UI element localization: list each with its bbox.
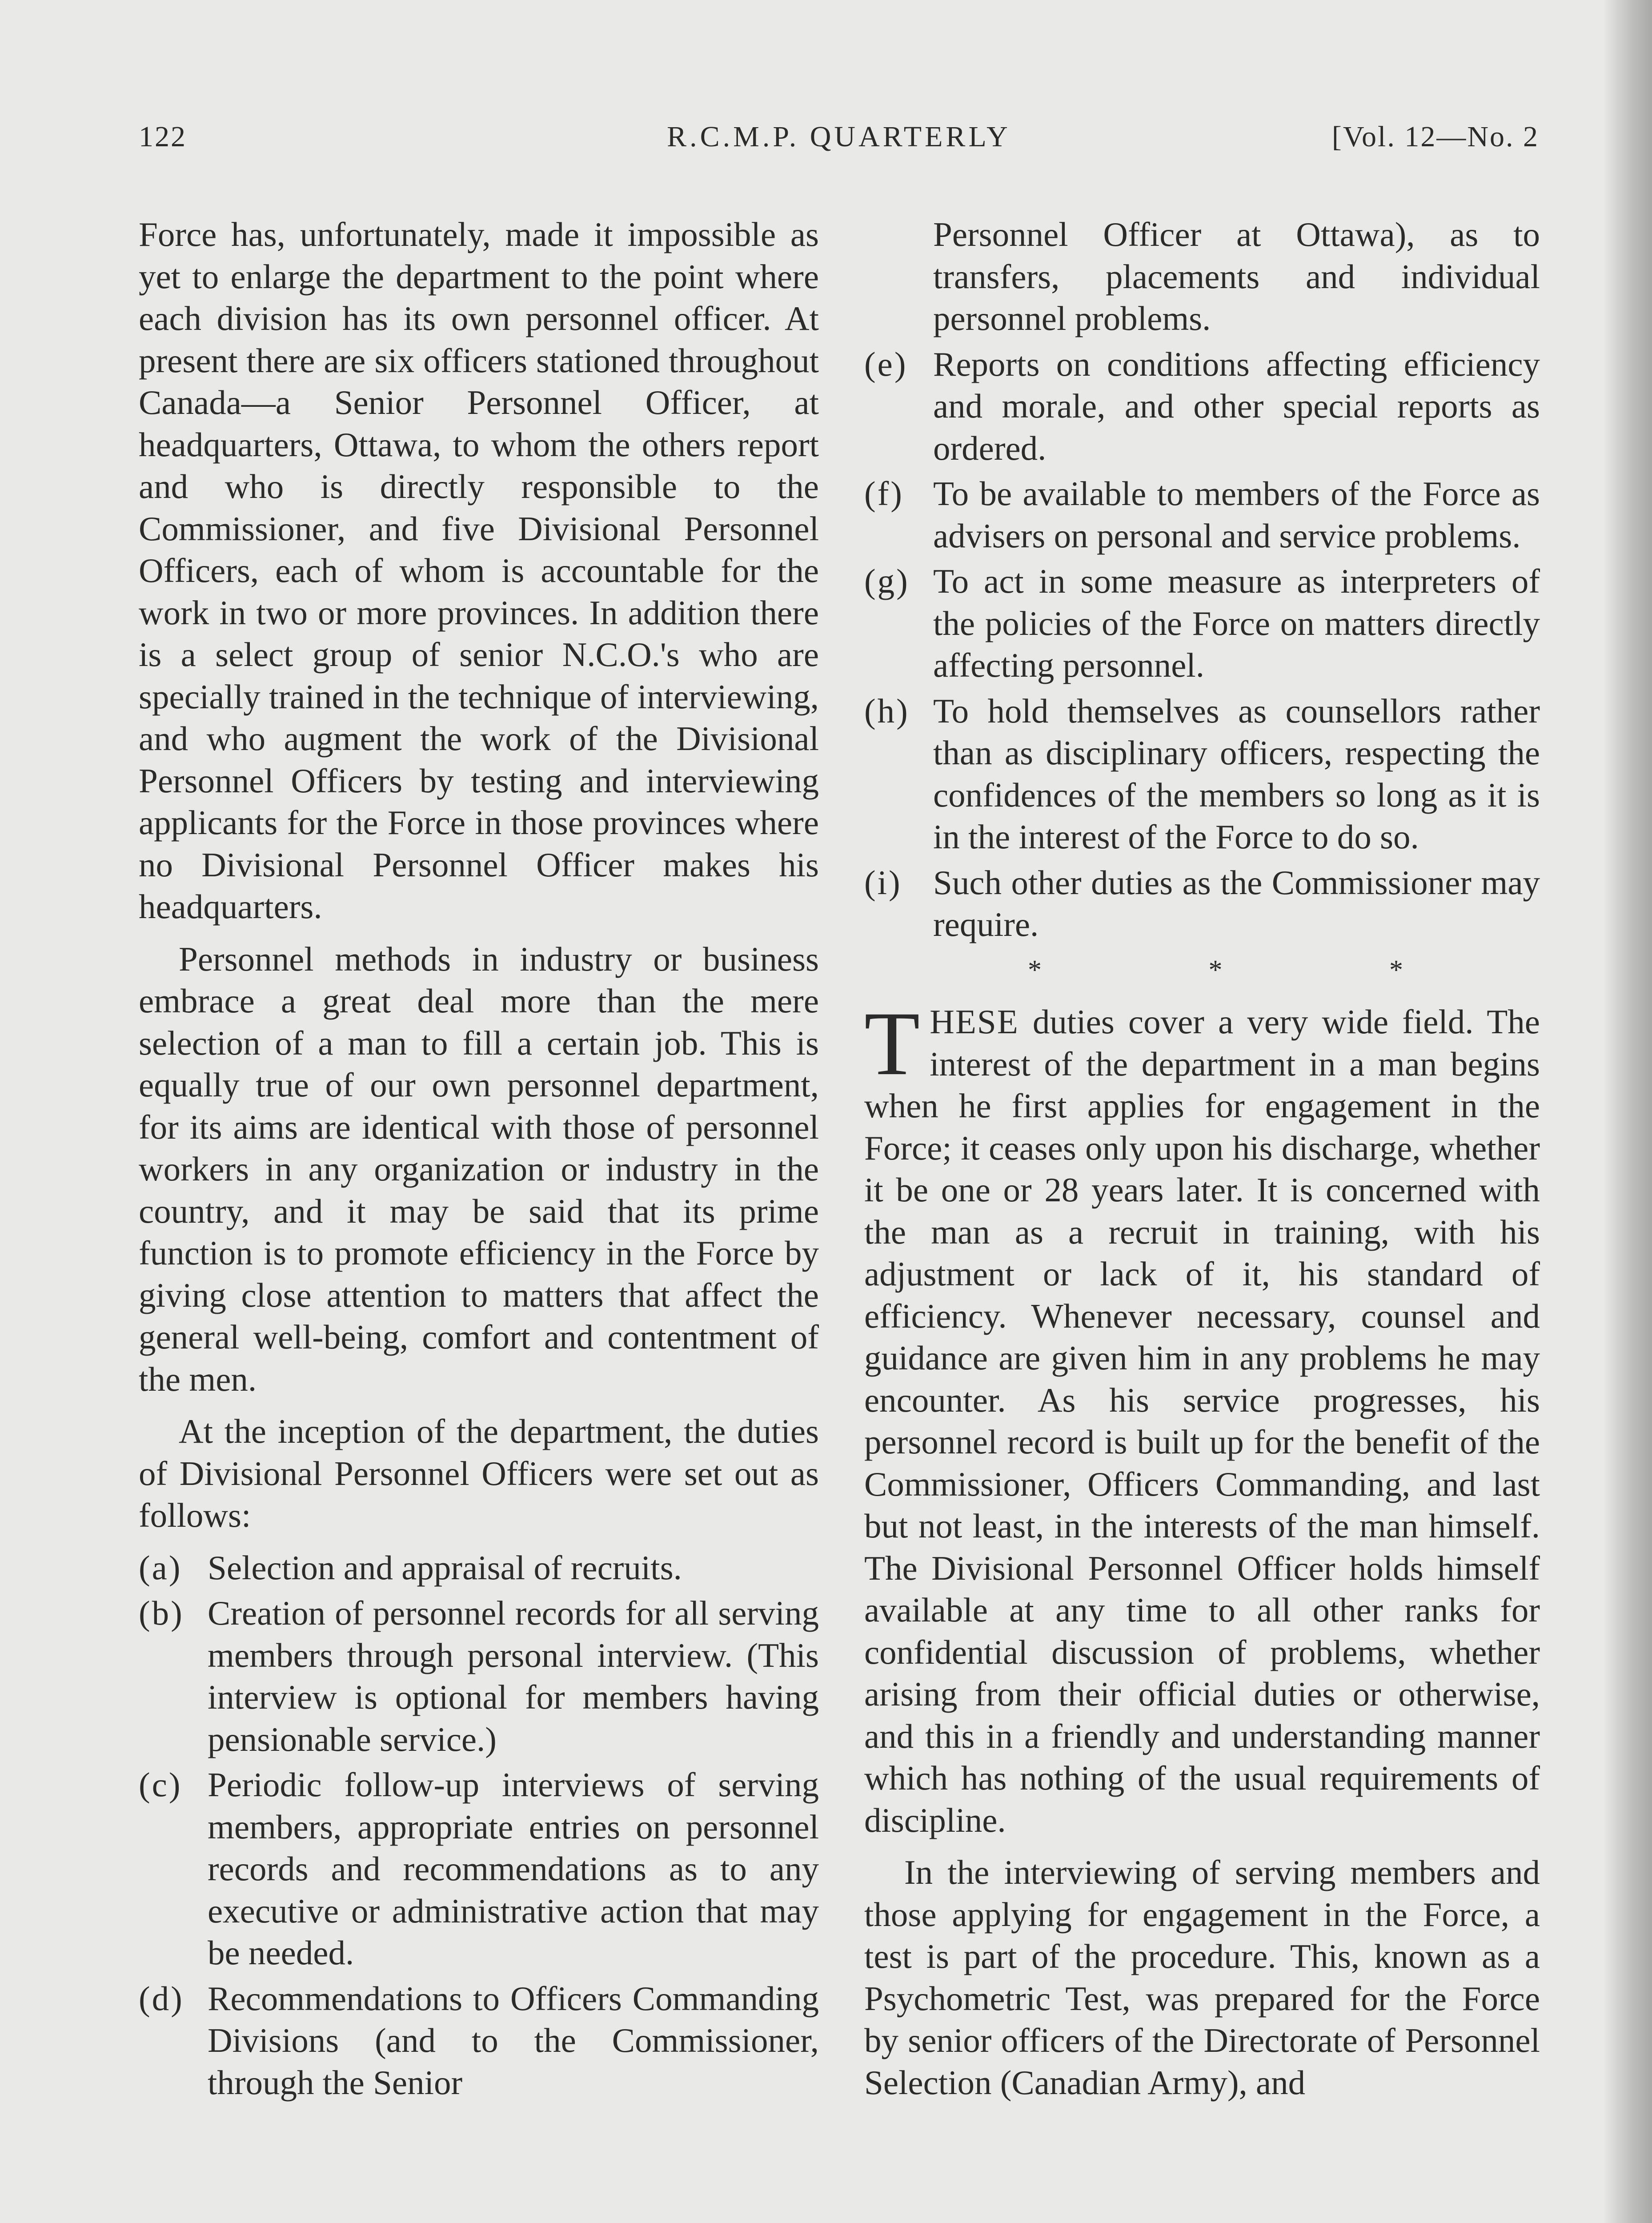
duty-text: Personnel Officer at Ottawa), as to transfers, placements and individual personnel problems. <box>933 215 1540 337</box>
page-edge-shadow <box>1603 0 1652 2223</box>
duty-label: (h) <box>864 691 910 730</box>
duty-text: Periodic follow-up interviews of serving members, appropriate entries on personnel records and recommendations as to any executive or administrative action that may be needed. <box>208 1766 819 1972</box>
left-column <box>139 213 819 2107</box>
duty-item-d <box>139 1978 819 2104</box>
duty-item-i <box>864 862 1540 946</box>
drop-cap: T <box>864 993 920 1094</box>
smallcaps-lead: HESE <box>930 1003 1019 1041</box>
paragraph-continued: Force has, unfortunately, made it impossible as yet to enlarge the department to the point where each division has its own personnel officer. At present there are six officers stationed throughout Canada—a Senior Personnel Officer, at headquarters, Ottawa, to whom the others report and who is directly responsible to the Commissioner, and five Divisional Personnel Officers, each of whom is accountable for the work in two or more provinces. In addition there is a select group of senior N.C.O.'s who are specially trained in the technique of interviewing, and who augment the work of the Divisional Personnel Officers by testing and interviewing applicants for the Force in those provinces where no Divisional Personnel Officer makes his headquarters. <box>139 215 819 926</box>
duty-item-d-continued <box>864 213 1540 340</box>
paragraph-inception: At the inception of the department, the duties of Divisional Personnel Officers were set out as follows: <box>139 1412 819 1534</box>
duty-item-g <box>864 560 1540 686</box>
duty-label: (e) <box>864 345 908 383</box>
duty-text: Such other duties as the Commissioner may require. <box>933 863 1540 943</box>
duty-item-h <box>864 690 1540 858</box>
duty-label: (c) <box>139 1766 182 1804</box>
duty-text: Selection and appraisal of recruits. <box>208 1548 682 1587</box>
duty-item-a <box>139 1547 819 1589</box>
duty-text: To act in some measure as interpreters of the policies of the Force on matters directly affecting personnel. <box>933 562 1540 684</box>
running-header <box>139 120 1539 169</box>
duty-text: To be available to members of the Force as advisers on personal and service problems. <box>933 474 1540 555</box>
paragraph-duties-field <box>864 993 1540 1841</box>
duty-label: (b) <box>139 1594 184 1632</box>
duty-text: To hold themselves as counsellors rather than as disciplinary officers, respecting the confidences of the members so long as it is in the interest of the Force to do so. <box>933 691 1540 856</box>
duty-item-e <box>864 343 1540 469</box>
right-column <box>864 213 1540 2114</box>
duty-text: Recommendations to Officers Commanding Divisions (and to the Commissioner, through the Senior <box>208 1979 819 2102</box>
paragraph-personnel-methods: Personnel methods in industry or business embrace a great deal more than the mere selection of a man to fill a certain job. This is equally true of our own personnel department, for its aims are identical with those of personnel workers in any organization or industry in the country, and it may be said that its prime function is to promote efficiency in the Force by giving close attention to matters that affect the general well-being, comfort and contentment of the men. <box>139 939 819 1398</box>
volume-issue: [Vol. 12—No. 2 <box>1331 120 1539 153</box>
duty-text: Reports on conditions affecting efficiency and morale, and other special reports as ordered. <box>933 345 1540 467</box>
duty-item-c <box>139 1764 819 1974</box>
running-title: R.C.M.P. QUARTERLY <box>667 120 1011 153</box>
duty-item-f <box>864 473 1540 557</box>
paragraph-text: duties cover a very wide field. The interest of the department in a man begins when he first applies for engagement in the Force; it ceases only upon his discharge, whether it be one or 28 years later. It is concerned with the man as a recruit in training, with his adjustment or lack of it, his standard of efficiency. Whenever necessary, counsel and guidance are given him in any problems he may encounter. As his service progresses, his personnel record is built up for the benefit of the Commissioner, Officers Commanding, and last but not least, in the interests of the man himself. The Divisional Personnel Officer holds himself available at any time to all other ranks for confidential discussion of problems, whether arising from their official duties or otherwise, and this in a friendly and understanding manner which has nothing of the usual requirements of discipline. <box>864 1003 1540 1839</box>
duty-item-b <box>139 1592 819 1760</box>
duty-label: (d) <box>139 1979 184 2018</box>
duty-label: (a) <box>139 1548 182 1587</box>
duty-text: Creation of personnel records for all serving members through personal interview. (This interview is optional for members having pensionable service.) <box>208 1594 819 1758</box>
duty-label: (g) <box>864 562 910 600</box>
paragraph-interviewing: In the interviewing of serving members and those applying for engagement in the Force, a test is part of the procedure. This, known as a Psychometric Test, was prepared for the Force by senior officers of the Directorate of Personnel Selection (Canadian Army), and <box>864 1853 1540 2102</box>
duty-label: (i) <box>864 863 902 902</box>
duty-label: (f) <box>864 474 904 513</box>
section-separator: * * * <box>1028 955 1483 985</box>
page-number: 122 <box>139 120 187 153</box>
